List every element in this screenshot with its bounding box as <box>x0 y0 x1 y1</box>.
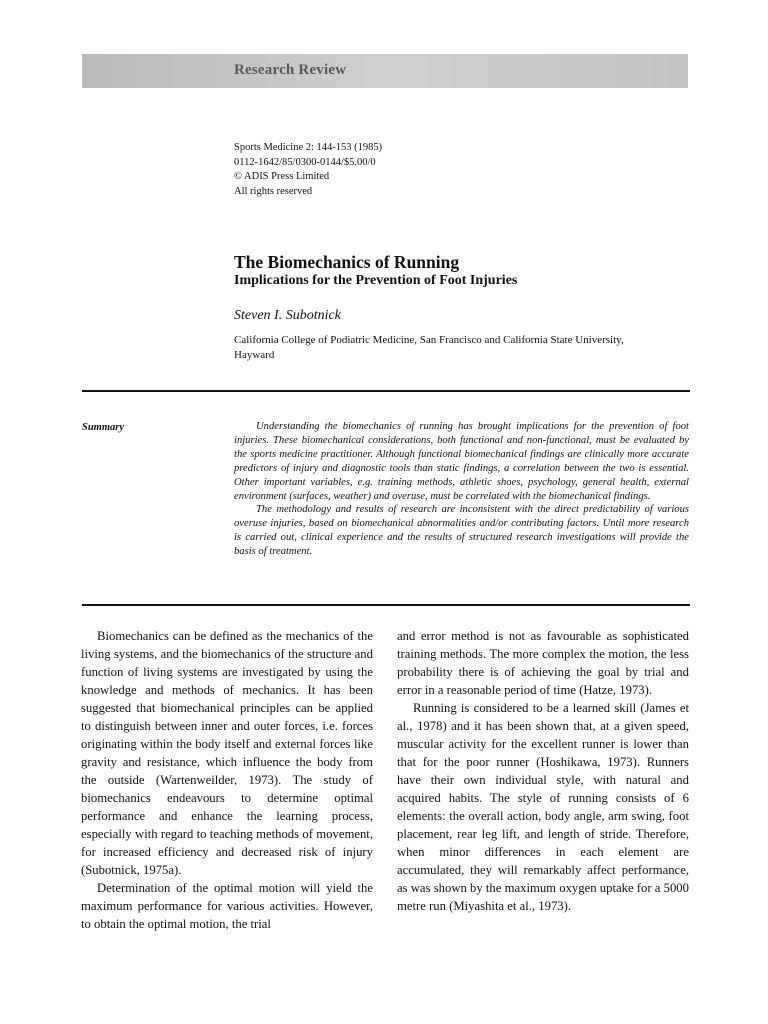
body-paragraph: Running is considered to be a learned skill (James et al., 1978) and it has been shown that, at a given speed, muscular activity for the excellent runner is lower than that for the poor runner (Hoshikawa, 1973). Runners have their own individual style, with natural and acquired habits. The style of running consists of 6 elements: the overall action, body angle, arm swing, foot placement, rear leg lift, and length of stride. Therefore, when minor differences in each element are accumulated, they will remarkably affect performance, as was shown by the maximum oxygen uptake for a 5000 metre run (Miyashita et al., 1973). <box>397 701 689 913</box>
citation-issn: 0112-1642/85/0300-0144/$5.00/0 <box>234 156 376 168</box>
citation-block <box>234 141 534 199</box>
body-column-right <box>397 627 689 915</box>
summary-paragraph: The methodology and results of research are inconsistent with the direct predictability of various overuse injuries, based on biomechanical abnormalities and/or contributing factors. Until more research is carried out, clinical experience and the results of structured research investigations will provide the basis of treatment. <box>234 504 689 558</box>
summary-text <box>234 420 689 559</box>
section-banner-title: Research Review <box>234 62 347 78</box>
article-author: Steven I. Subotnick <box>234 308 341 323</box>
summary-label: Summary <box>82 422 125 433</box>
bottom-divider <box>82 604 690 606</box>
body-column-left <box>81 627 373 933</box>
body-paragraph: and error method is not as favourable as sophisticated training methods. The more complex the motion, the less probability there is of achieving the goal by trial and error in a reasonable period of time (Hatze, 1973). <box>397 629 689 697</box>
citation-copyright: © ADIS Press Limited <box>234 171 330 182</box>
citation-rights: All rights reserved <box>234 185 313 197</box>
citation-journal: Sports Medicine 2: 144-153 (1985) <box>234 142 383 153</box>
body-paragraph: Determination of the optimal motion will yield the maximum performance for various activities. However, to obtain the optimal motion, the trial <box>81 881 373 931</box>
section-banner <box>82 54 688 88</box>
body-paragraph: Biomechanics can be defined as the mechanics of the living systems, and the biomechanics of the structure and function of living systems are investigated by using the knowledge and methods of mechanics. It has been suggested that biomechanical principles can be applied to distinguish between inner and outer forces, i.e. forces originating within the body itself and external forces like gravity and resistance, which influence the body from the outside (Wartenweilder, 1973). The study of biomechanics endeavours to determine optimal performance and enhance the learning process, especially with regard to teaching methods of movement, for increased efficiency and decreased risk of injury (Subotnick, 1975a). <box>81 629 373 877</box>
article-title: The Biomechanics of Running <box>234 252 460 272</box>
top-divider <box>82 390 690 392</box>
article-subtitle: Implications for the Prevention of Foot Injuries <box>234 273 518 288</box>
summary-paragraph: Understanding the biomechanics of running has brought implications for the prevention of foot injuries. These biomechanical considerations, both functional and non-functional, must be evaluated by the sports medicine practitioner. Although functional biomechanical findings are clinically more accurate predictors of injury and diagnostic tools than static findings, a correlation between the two is essential. Other important variables, e.g. training methods, athletic shoes, psychology, general health, external environment (surfaces, weather) and overuse, must be correlated with the biomechanical findings. <box>234 421 689 502</box>
author-affiliation: California College of Podiatric Medicine, San Francisco and California State University, Hayward <box>234 334 624 361</box>
